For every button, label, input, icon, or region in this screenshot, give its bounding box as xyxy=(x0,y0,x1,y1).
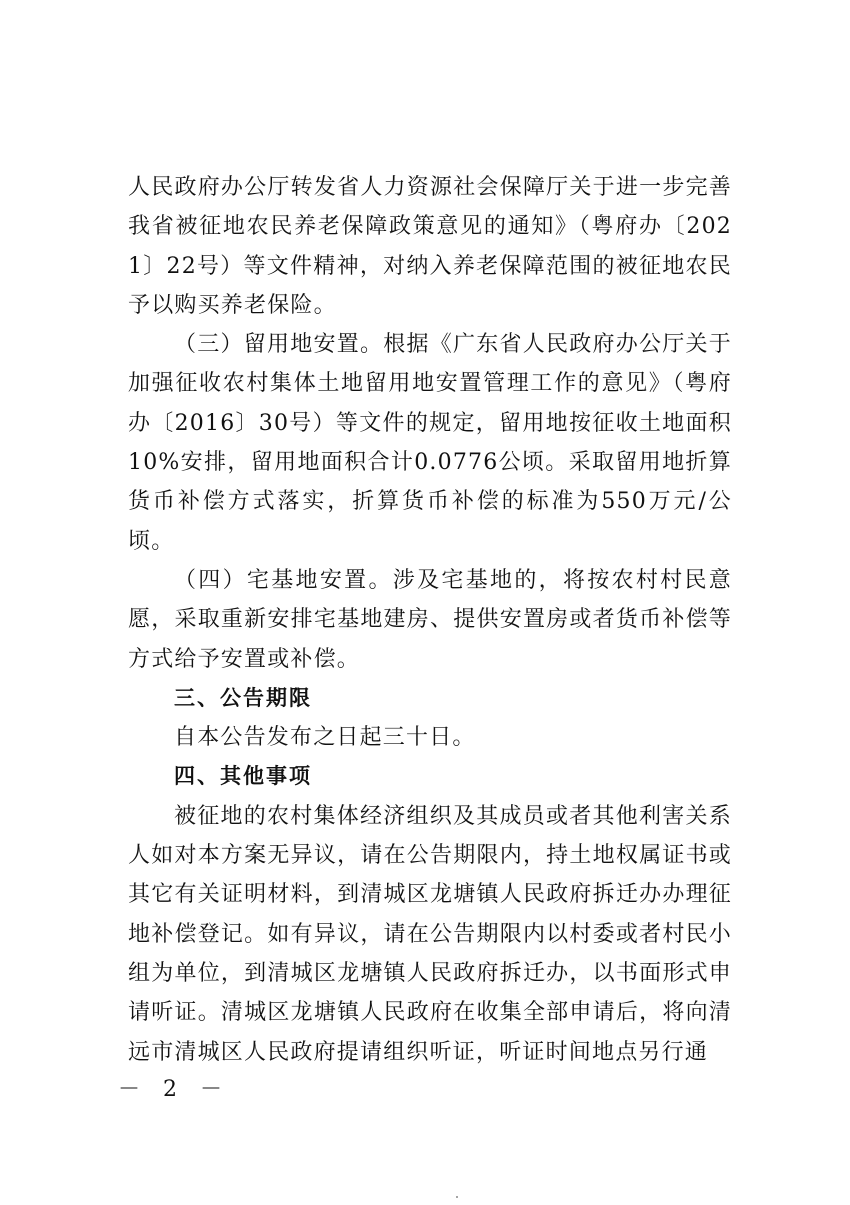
paragraph-reserved-land: （三）留用地安置。根据《广东省人民政府办公厅关于加强征收农村集体土地留用地安置管理工作的意见》（粤府办〔2016〕30号）等文件的规定，留用地按征收土地面积10%安排，留用地面积合计0.0776公顷。采取留用地折算货币补偿方式落实，折算货币补偿的标准为550万元/公顷。 xyxy=(128,332,732,554)
paragraph-pension-insurance: 人民政府办公厅转发省人力资源社会保障厅关于进一步完善我省被征地农民养老保障政策意见的通知》（粤府办〔2021〕22号）等文件精神，对纳入养老保障范围的被征地农民予以购买养老保险。 xyxy=(128,175,732,318)
document-body xyxy=(128,168,732,1072)
section-heading-notice-period: 三、公告期限 xyxy=(174,685,312,710)
section-heading-other-matters: 四、其他事项 xyxy=(174,764,312,789)
paragraph-other-matters: 被征地的农村集体经济组织及其成员或者其他利害关系人如对本方案无异议，请在公告期限内，持土地权属证书或其它有关证明材料，到清城区龙塘镇人民政府拆迁办办理征地补偿登记。如有异议，请在公告期限内以村委或者村民小组为单位，到清城区龙塘镇人民政府拆迁办，以书面形式申请听证。清城区龙塘镇人民政府在收集全部申请后，将向清远市清城区人民政府提请组织听证，听证时间地点另行通 xyxy=(128,803,732,1065)
paragraph-homestead: （四）宅基地安置。涉及宅基地的，将按农村村民意愿，采取重新安排宅基地建房、提供安置房或者货币补偿等方式给予安置或补偿。 xyxy=(128,567,732,672)
page-number: － 2 － xyxy=(118,1077,230,1102)
paragraph-notice-period: 自本公告发布之日起三十日。 xyxy=(174,725,476,751)
scan-speck xyxy=(456,1196,458,1198)
